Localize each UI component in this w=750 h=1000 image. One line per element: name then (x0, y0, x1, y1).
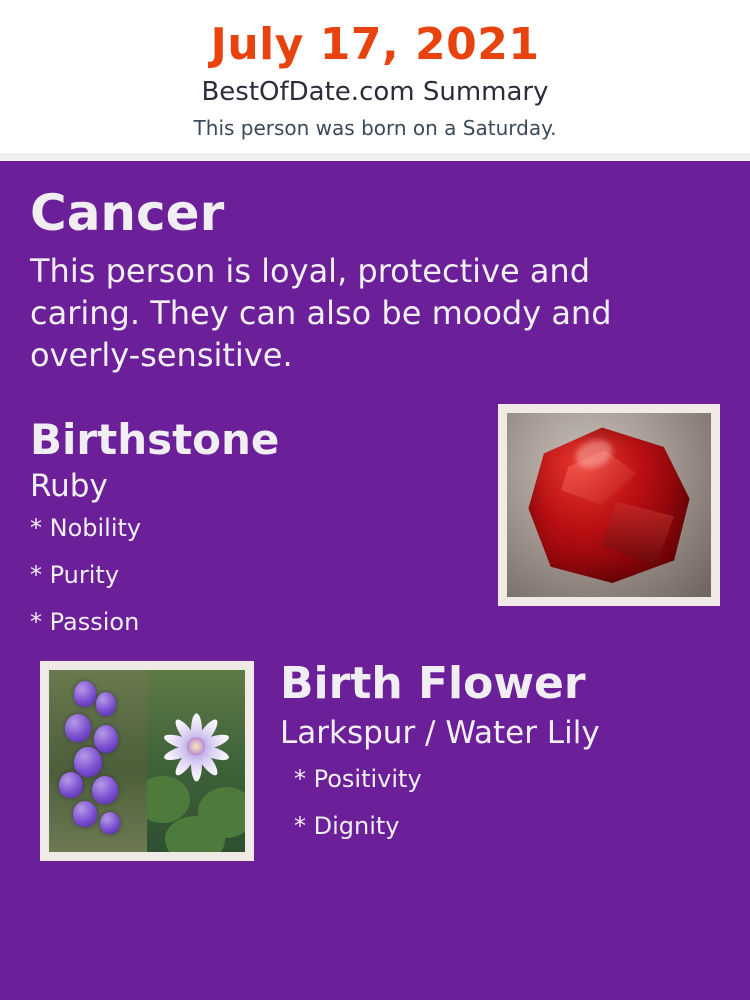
birth-flower-photo (40, 661, 254, 861)
birth-flower-name: Larkspur / Water Lily (280, 715, 600, 752)
birthstone-name: Ruby (30, 468, 108, 505)
birthstone-trait: * Nobility (30, 513, 142, 542)
birth-flower-trait: * Positivity (294, 764, 422, 793)
birthstone-title: Birthstone (30, 415, 280, 465)
header-divider (0, 154, 750, 161)
page-title: July 17, 2021 (210, 19, 540, 70)
birth-flower-title: Birth Flower (280, 658, 586, 710)
ruby-body (523, 424, 694, 586)
lily-center (187, 737, 205, 755)
lily-bloom (160, 710, 232, 782)
card-body (0, 161, 750, 1000)
birth-flower-trait: * Dignity (294, 811, 400, 840)
larkspur-icon (49, 670, 147, 852)
birth-flower-section (30, 658, 720, 876)
zodiac-sign-name: Cancer (30, 184, 225, 243)
ruby-icon (507, 413, 711, 597)
site-summary-label: BestOfDate.com Summary (201, 77, 549, 108)
birthstone-photo (498, 404, 720, 606)
zodiac-section (30, 184, 720, 376)
water-lily-icon (147, 670, 245, 852)
birthstone-section (30, 415, 720, 636)
birth-flower-text (280, 658, 720, 840)
born-day-note: This person was born on a Saturday. (193, 116, 557, 141)
birthstone-text (30, 415, 450, 636)
ruby-facet (602, 502, 674, 567)
zodiac-description: This person is loyal, protective and caring. They can also be moody and overly-sensitive. (30, 251, 612, 375)
birthstone-trait: * Purity (30, 560, 120, 589)
card-header (0, 0, 750, 154)
birthstone-trait: * Passion (30, 607, 140, 636)
